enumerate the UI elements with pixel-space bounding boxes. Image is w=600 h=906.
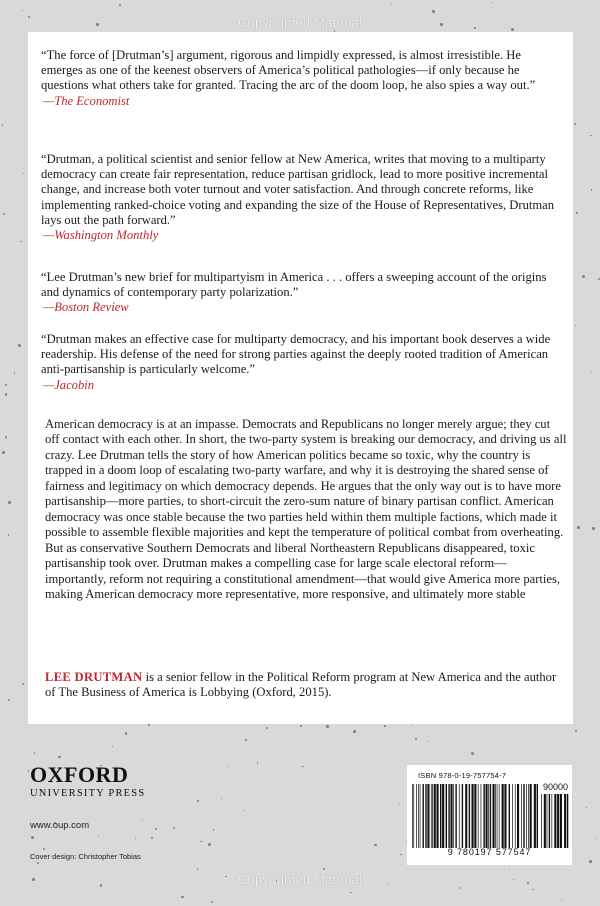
barcode-bar (440, 784, 441, 848)
barcode-bar (469, 784, 470, 848)
speckle-dot (173, 827, 175, 829)
speckle-dot (22, 10, 23, 11)
speckle-dot (596, 838, 597, 839)
quote-text: “The force of [Drutman’s] argument, rigorous and limpidly expressed, is almost irresistible. He emerges as one of the keenest observers of America’s political pathologies—if only because he questions what others take for granted. Tracing the arc of the doom loop, he also spies a way out.” (41, 48, 536, 93)
speckle-dot (2, 124, 4, 126)
barcode-bar (425, 784, 426, 848)
speckle-dot (18, 344, 21, 347)
speckle-dot (350, 892, 352, 894)
speckle-dot (22, 683, 24, 685)
barcode-bar (549, 794, 550, 848)
speckle-dot (428, 741, 429, 742)
barcode-bar (493, 784, 495, 848)
cover-credit: Cover design: Christopher Tobias (30, 852, 141, 861)
barcode-bar (416, 784, 417, 848)
barcode-bar (434, 784, 436, 848)
speckle-dot (353, 730, 356, 733)
speckle-dot (34, 752, 36, 754)
barcode-bar (451, 784, 453, 848)
barcode-bar (423, 784, 424, 848)
speckle-dot (591, 372, 592, 373)
barcode-bar (504, 784, 506, 848)
barcode-bar (448, 784, 449, 848)
barcode-bar (537, 784, 538, 848)
barcode-bar (521, 784, 522, 848)
barcode-bar (541, 794, 542, 848)
barcode-bar (554, 794, 556, 848)
speckle-dot (6, 438, 7, 439)
speckle-dot (575, 730, 577, 732)
speckle-dot (213, 829, 215, 831)
author-bio (45, 670, 567, 701)
barcode-bar (413, 784, 414, 848)
speckle-dot (589, 860, 592, 863)
speckle-dot (197, 868, 199, 870)
barcode-bar (442, 784, 444, 848)
barcode-bar (488, 784, 489, 848)
barcode-bar (547, 794, 548, 848)
barcode-bar (552, 794, 553, 848)
speckle-dot (391, 4, 393, 6)
barcode-bar (478, 784, 479, 848)
barcode-bar (560, 794, 562, 848)
speckle-dot (197, 800, 199, 802)
speckle-dot (577, 526, 580, 529)
barcode-bar (420, 784, 421, 848)
speckle-dot (5, 393, 8, 396)
speckle-dot (20, 241, 21, 242)
speckle-dot (135, 838, 136, 839)
barcode-bar (497, 784, 498, 848)
speckle-dot (415, 738, 417, 740)
speckle-dot (459, 887, 461, 889)
speckle-dot (432, 10, 435, 13)
review-quote (41, 270, 563, 316)
watermark-bottom: Copyrighted Material (238, 872, 362, 887)
barcode-bar (512, 784, 513, 848)
speckle-dot (5, 436, 8, 439)
speckle-dot (245, 739, 246, 740)
quote-text: “Drutman, a political scientist and senior fellow at New America, writes that moving to a multiparty democracy can create fair representation, reduce partisan gridlock, lead to more positive incremental change, and increase both voter turnout and voter satisfaction. And through concrete reforms, like implementing ranked-choice voting and expanding the size of the House of Representatives, Drutman lays out the path forward.” (41, 152, 555, 227)
speckle-dot (257, 762, 259, 764)
barcode-bar (474, 784, 476, 848)
barcode-bar (453, 784, 454, 848)
speckle-dot (326, 725, 329, 728)
quote-text: “Lee Drutman’s new brief for multipartyism in America . . . offers a sweeping account of the origins and dynamics of contemporary party polarization.” (41, 270, 547, 300)
speckle-dot (323, 868, 325, 870)
barcode-bar (462, 784, 463, 848)
barcode-bar (455, 784, 456, 848)
publisher-logo: OXFORD (30, 762, 129, 787)
barcode-bar (472, 784, 474, 848)
barcode-bar (431, 784, 432, 848)
speckle-dot (586, 807, 587, 808)
speckle-dot (575, 325, 576, 326)
barcode-bar (544, 794, 546, 848)
speckle-dot (112, 746, 113, 747)
barcode-bar (517, 784, 519, 848)
review-quote (41, 152, 563, 243)
barcode-bar (502, 784, 504, 848)
barcode-bar (534, 784, 536, 848)
isbn-label: ISBN 978-0-19-757754-7 (418, 771, 507, 780)
speckle-dot (227, 766, 229, 768)
speckle-dot (23, 173, 24, 174)
barcode-bar (490, 784, 491, 848)
speckle-dot (8, 534, 10, 536)
quote-source: —Washington Monthly (43, 228, 159, 243)
barcode-number: 9 780197 577547 (447, 847, 532, 857)
text-panel (28, 32, 573, 724)
speckle-dot (374, 844, 377, 847)
watermark-top: Copyrighted Material (238, 15, 362, 30)
barcode-bar (495, 784, 496, 848)
speckle-dot (384, 725, 385, 726)
barcode-bar (432, 784, 433, 848)
speckle-dot (561, 899, 562, 900)
publisher-url: www.oup.com (30, 820, 90, 831)
speckle-dot (576, 212, 578, 214)
quote-source: —The Economist (43, 93, 130, 108)
speckle-dot (590, 135, 592, 137)
price-code: 90000 (543, 782, 569, 792)
barcode-bars (412, 784, 538, 848)
speckle-dot (3, 213, 5, 215)
speckle-dot (181, 896, 184, 899)
speckle-dot (300, 725, 302, 727)
speckle-dot (119, 4, 121, 6)
speckle-dot (151, 837, 153, 839)
barcode-bar (446, 784, 447, 848)
speckle-dot (2, 451, 5, 454)
barcode-bar (567, 794, 568, 848)
review-quote (41, 332, 563, 393)
barcode-bar (465, 784, 467, 848)
barcode-bar (530, 784, 532, 848)
barcode-bar (418, 784, 419, 848)
barcode-bar (459, 784, 460, 848)
speckle-dot (412, 725, 413, 726)
barcode-bar (437, 784, 439, 848)
barcode-bar (412, 784, 413, 848)
barcode-addon-bars (541, 794, 569, 848)
speckle-dot (208, 843, 211, 846)
barcode-bar (526, 784, 527, 848)
speckle-dot (221, 798, 222, 799)
quote-source: —Jacobin (43, 377, 95, 392)
speckle-dot (243, 810, 244, 811)
speckle-dot (5, 384, 7, 386)
speckle-dot (574, 123, 576, 125)
book-description: American democracy is at an impasse. Democrats and Republicans no longer merely argue; they cut off contact with each other. In short, the two-party system is breaking our democracy, and driving us all crazy. Lee Drutman tells the story of how American politics became so toxic, why the country is trapped in a doom loop of escalating two-party warfare, and why it is destroying the shared sense of fairness and legitimacy on which democracy depends. He argues that the only way out is to have more partisanship—more parties, to short-circuit the zero-sum nature of binary partisan conflict. American democracy was once stable because the two parties held within them multiple factions, which made it possible to assemble flexible majorities and kept the temperature of political combat from overheating. But as conservative Southern Democrats and liberal Northeastern Republicans disappeared, toxic partisanship took over. Drutman makes a compelling case for large scale electoral reform—importantly, reform not requiring a constitutional amendment—that would give America more parties, making American democracy more representative, more responsive, and ultimately more stable (45, 417, 567, 601)
barcode-box (407, 765, 572, 865)
speckle-dot (400, 854, 402, 856)
speckle-dot (471, 752, 474, 755)
speckle-dot (302, 766, 304, 768)
barcode-bar (499, 784, 500, 848)
speckle-dot (125, 732, 127, 734)
speckle-dot (14, 372, 16, 374)
barcode-bar (486, 784, 488, 848)
author-bio-text: is a senior fellow in the Political Reform program at New America and the author of The Business of America is Lobbying (Oxford, 2015). (45, 670, 557, 700)
barcode-bar (427, 784, 429, 848)
speckle-dot (148, 724, 150, 726)
speckle-dot (592, 527, 595, 530)
barcode-bar (515, 784, 516, 848)
speckle-dot (98, 836, 99, 837)
speckle-dot (591, 189, 593, 191)
quote-text: “Drutman makes an effective case for multiparty democracy, and his important book deserves a wide readership. His defense of the need for strong parties against the deeply rooted tradition of American anti-partisanship is particularly welcome.” (41, 332, 551, 377)
publisher-subname: UNIVERSITY PRESS (30, 788, 146, 799)
barcode-bar (483, 784, 484, 848)
speckle-dot (8, 699, 10, 701)
speckle-dot (155, 828, 157, 830)
speckle-dot (532, 889, 534, 891)
author-name: LEE DRUTMAN (45, 670, 143, 684)
speckle-dot (58, 756, 61, 759)
barcode-bar (528, 784, 529, 848)
quote-source: —Boston Review (43, 300, 129, 315)
speckle-dot (492, 2, 493, 3)
speckle-dot (399, 803, 400, 804)
barcode-bar (509, 784, 510, 848)
review-quote (41, 48, 563, 109)
barcode-bar (481, 784, 482, 848)
speckle-dot (509, 869, 511, 871)
speckle-dot (211, 901, 213, 903)
barcode-bar (523, 784, 524, 848)
speckle-dot (43, 848, 45, 850)
speckle-dot (37, 862, 39, 864)
barcode-bar (564, 794, 566, 848)
speckle-dot (266, 727, 268, 729)
speckle-dot (200, 841, 201, 842)
barcode-bar (557, 794, 559, 848)
speckle-dot (8, 501, 11, 504)
speckle-dot (31, 836, 34, 839)
speckle-dot (142, 820, 144, 822)
speckle-dot (582, 275, 585, 278)
